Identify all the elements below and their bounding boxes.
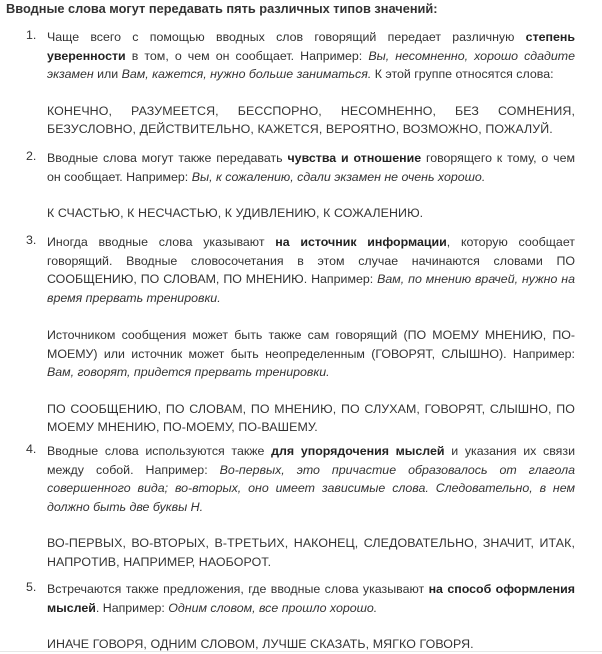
text: Встречаются также предложения, где вводные слова указывают	[47, 582, 429, 596]
paragraph	[47, 149, 575, 186]
bold-term: на источник информации	[275, 235, 447, 249]
text: в том, о чем он сообщает. Например:	[125, 48, 369, 63]
list-number: 1.	[26, 28, 37, 42]
paragraph	[47, 580, 575, 617]
text: Вводные слова используются также	[47, 444, 272, 458]
bold-term: для упорядочения мыслей	[271, 444, 445, 458]
list-item-body	[47, 28, 575, 139]
list-item-body	[47, 149, 575, 223]
example: Вы, несомненно, хорошо сдадите экзамен	[47, 48, 575, 81]
bold-term: на способ оформления мыслей	[47, 582, 575, 615]
text: Чаще всего с помощью вводных слов говорящий передает различную	[47, 30, 526, 44]
text: Источником сообщения может быть также сам говорящий (ПО МОЕМУ МНЕНИЮ, ПО-МОЕМУ) или источник может быть неопределенным (ГОВОРЯТ, СЛЫШНО). Например:	[47, 328, 575, 361]
example: Вы, к сожалению, сдали экзамен не очень хорошо.	[191, 169, 486, 184]
paragraph	[47, 326, 575, 382]
bold-term: степень уверенности	[47, 30, 575, 63]
text: , которую сообщает говорящий. Вводные словосочетания в этом случае начинаются словами ПО СООБЩЕНИЮ, ПО СЛОВАМ, ПО МНЕНИЮ. Например:	[47, 235, 575, 286]
example: Вам, кажется, нужно больше заниматься.	[121, 67, 372, 81]
list-item-body	[47, 442, 575, 571]
example: Вам, говорят, придется прервать тренировки.	[47, 365, 330, 379]
bold-term: чувства и отношение	[287, 151, 422, 165]
paragraph	[47, 233, 575, 307]
list-item-body	[47, 580, 575, 654]
text: Вводные слова могут также передавать	[47, 151, 288, 165]
example: Одним словом, все прошло хорошо.	[168, 600, 378, 615]
word-list: ИНАЧЕ ГОВОРЯ, ОДНИМ СЛОВОМ, ЛУЧШЕ СКАЗАТЬ, МЯГКО ГОВОРЯ.	[47, 637, 474, 651]
list-item-body	[47, 233, 575, 437]
list-number: 3.	[26, 233, 37, 247]
list-number: 2.	[26, 149, 37, 163]
paragraph	[47, 442, 575, 516]
word-list: К СЧАСТЬЮ, К НЕСЧАСТЬЮ, К УДИВЛЕНИЮ, К СОЖАЛЕНИЮ.	[47, 206, 424, 220]
word-list: КОНЕЧНО, РАЗУМЕЕТСЯ, БЕССПОРНО, НЕСОМНЕННО, БЕЗ СОМНЕНИЯ, БЕЗУСЛОВНО, ДЕЙСТВИТЕЛЬНО, КАЖЕТСЯ, ВЕРОЯТНО, ВОЗМОЖНО, ПОЖАЛУЙ.	[47, 103, 575, 136]
word-list: ПО СООБЩЕНИЮ, ПО СЛОВАМ, ПО МНЕНИЮ, ПО СЛУХАМ, ГОВОРЯТ, СЛЫШНО, ПО МОЕМУ МНЕНИЮ, ПО-МОЕМУ, ПО-ВАШЕМУ.	[47, 401, 575, 434]
text: Иногда вводные слова указывают	[47, 235, 276, 249]
text: говорящего к тому, о чем он сообщает. Например:	[47, 151, 576, 184]
text: К этой группе относятся слова:	[371, 67, 554, 81]
page-heading: Вводные слова могут передавать пять различных типов значений:	[6, 1, 438, 16]
example: Во-первых, это причастие образовалось от глагола совершенного вида; во-вторых, оно имеет зависимые слова. Следовательно, в нем должно быть две буквы Н.	[47, 462, 576, 514]
list-number: 5.	[26, 580, 37, 594]
text: . Например:	[95, 600, 169, 615]
text: или	[93, 67, 122, 81]
example: Вам, по мнению врачей, нужно на время прервать тренировки.	[47, 272, 575, 305]
text: и указания их связи между собой. Например:	[47, 444, 575, 477]
paragraph	[47, 28, 575, 84]
list-number: 4.	[26, 442, 37, 456]
word-list: ВО-ПЕРВЫХ, ВО-ВТОРЫХ, В-ТРЕТЬИХ, НАКОНЕЦ, СЛЕДОВАТЕЛЬНО, ЗНАЧИТ, ИТАК, НАПРОТИВ, НАПРИМЕР, НАОБОРОТ.	[47, 536, 575, 569]
